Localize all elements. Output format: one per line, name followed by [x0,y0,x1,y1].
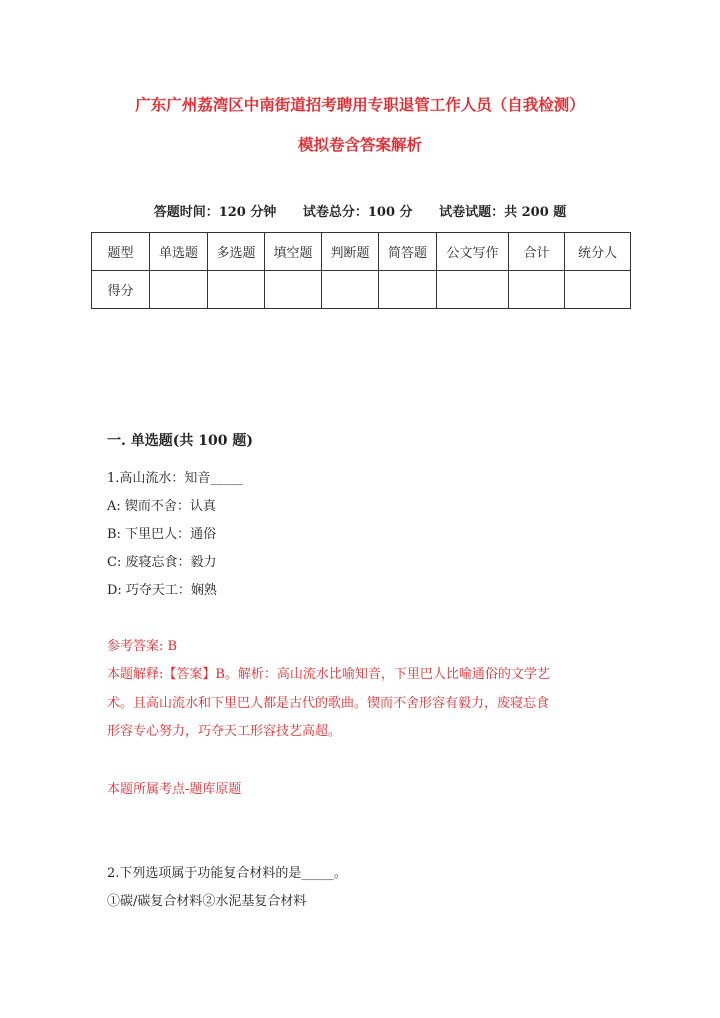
score-cell [509,271,565,309]
exam-time: 答题时间：120 分钟 [153,205,277,220]
header-cell: 判断题 [322,233,379,271]
explanation-line: 本题解释:【答案】B。解析：高山流水比喻知音，下里巴人比喻通俗的文学艺 [107,667,550,682]
score-cell [208,271,265,309]
header-cell: 填空题 [265,233,322,271]
explanation-line: 术。且高山流水和下里巴人都是古代的歌曲。锲而不舍形容有毅力，废寝忘食 [107,696,550,711]
question-stem: 1.高山流水：知音_____ [107,471,243,486]
header-cell: 公文写作 [437,233,509,271]
score-table [91,232,631,309]
score-cell [322,271,379,309]
header-cell: 单选题 [150,233,208,271]
score-cell [265,271,322,309]
explanation-line: 形容专心努力，巧夺天工形容技艺高超。 [107,724,342,739]
row-label: 得分 [92,271,150,309]
option-c: C: 废寝忘食：毅力 [107,555,217,570]
option-d: D: 巧夺天工：娴熟 [107,583,217,598]
question-line: ①碳/碳复合材料②水泥基复合材料 [107,894,307,909]
answer: 参考答案: B [107,639,178,654]
score-cell [150,271,208,309]
option-b: B: 下里巴人：通俗 [107,527,217,542]
question-stem: 2.下列选项属于功能复合材料的是_____。 [107,866,347,881]
header-cell: 统分人 [565,233,631,271]
doc-title-line1: 广东广州荔湾区中南街道招考聘用专职退管工作人员（自我检测） [135,95,585,114]
exam-info [0,201,720,220]
section-title: 一. 单选题(共 100 题) [107,433,253,449]
score-table-header-row [92,233,631,271]
header-cell: 简答题 [379,233,437,271]
exam-total: 试卷总分：100 分 [302,205,413,220]
doc-title-line2: 模拟卷含答案解析 [297,135,422,154]
exam-count: 试卷试题：共 200 题 [439,205,567,220]
score-cell [437,271,509,309]
score-cell [565,271,631,309]
option-a: A: 锲而不舍：认真 [107,499,216,514]
header-cell: 合计 [509,233,565,271]
score-table-score-row [92,271,631,309]
header-cell: 题型 [92,233,150,271]
topic: 本题所属考点-题库原题 [107,782,242,797]
header-cell: 多选题 [208,233,265,271]
score-cell [379,271,437,309]
